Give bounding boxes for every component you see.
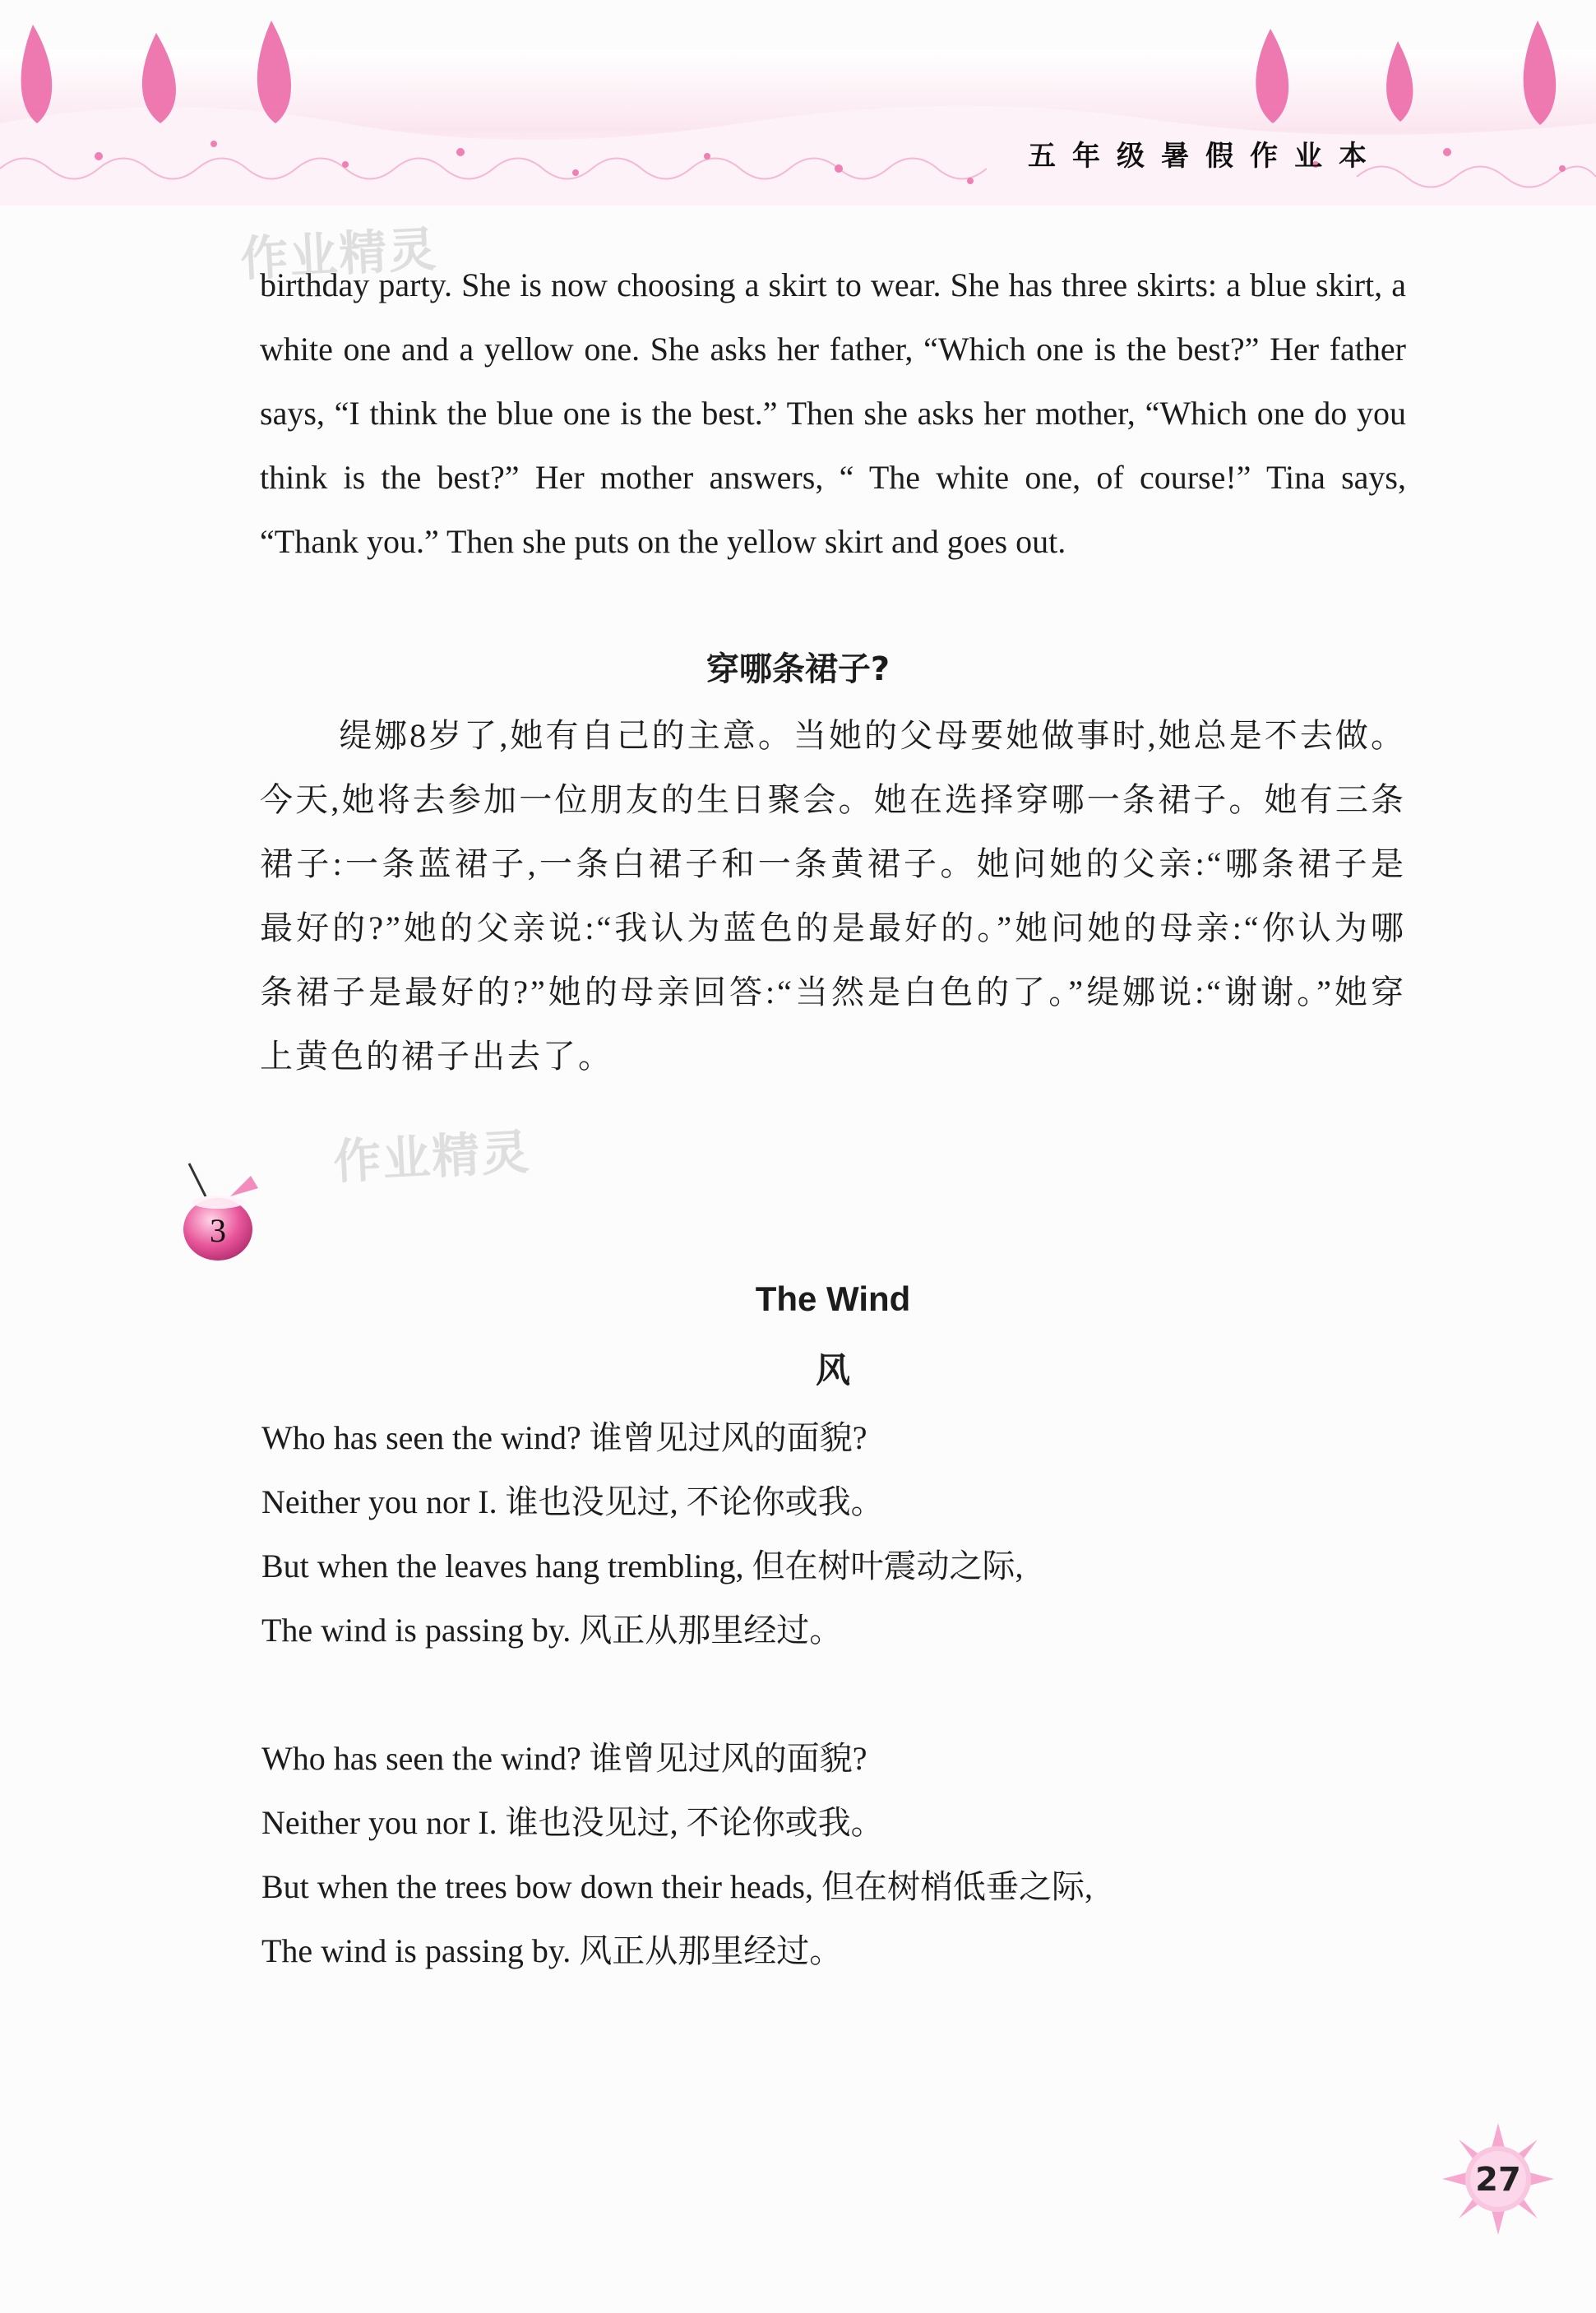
- story-english: [260, 253, 1406, 574]
- poem-line: Who has seen the wind? 谁曾见过风的面貌?: [261, 1419, 867, 1456]
- poem-stanza: [261, 1727, 1093, 1983]
- poem-line: But when the trees bow down their heads, 但在树梢低垂之际,: [261, 1868, 1093, 1905]
- poem-stanza: [261, 1406, 1024, 1663]
- watermark: 作业精灵: [331, 1123, 532, 1191]
- section-badge: [173, 1159, 263, 1266]
- poem-title: The Wind: [755, 1279, 911, 1318]
- story-chinese-title: 穿哪条裙子?: [705, 650, 891, 688]
- header-banner: [0, 0, 1596, 206]
- poem-line: Neither you nor I. 谁也没见过, 不论你或我。: [261, 1483, 884, 1520]
- page-number: 27: [1475, 2161, 1521, 2199]
- watermark: 作业精灵: [238, 220, 439, 288]
- story-chinese: [260, 704, 1406, 1089]
- story-chinese-text: 缇娜8岁了,她有自己的主意。当她的父母要她做事时,她总是不去做。今天,她将去参加一位朋友的生日聚会。她在选择穿哪一条裙子。她有三条裙子:一条蓝裙子,一条白裙子和一条黄裙子。她问她的父亲:“哪条裙子是最好的?”她的父亲说:“我认为蓝色的是最好的。”她问她的母亲:“你认为哪条裙子是最好的?”她的母亲回答:“当然是白色的了。”缇娜说:“谢谢。”她穿上黄色的裙子出去了。: [260, 717, 1406, 1075]
- header-title: 五年级暑假作业本: [1028, 140, 1383, 173]
- poem-subtitle: 风: [815, 1350, 850, 1390]
- poem-line: The wind is passing by. 风正从那里经过。: [261, 1612, 843, 1649]
- coconut-drink-icon: [173, 1159, 263, 1266]
- poem-line: But when the leaves hang trembling, 但在树叶震动之际,: [261, 1547, 1024, 1584]
- poem-line: The wind is passing by. 风正从那里经过。: [261, 1932, 843, 1969]
- section-number: 3: [210, 1212, 226, 1249]
- poem-line: Who has seen the wind? 谁曾见过风的面貌?: [261, 1740, 867, 1777]
- story-english-text: birthday party. She is now choosing a skirt to wear. She has three skirts: a blue skirt, a white one and a yellow one. She asks her father, “Which one is the best?” Her father says, “I think the blue one is the best.” Then she asks her mother, “Which one do you think is the best?” Her mother answers, “ The white one, of course!” Tina says, “Thank you.” Then she puts on the yellow skirt and goes out.: [260, 266, 1406, 560]
- poem-line: Neither you nor I. 谁也没见过, 不论你或我。: [261, 1804, 884, 1841]
